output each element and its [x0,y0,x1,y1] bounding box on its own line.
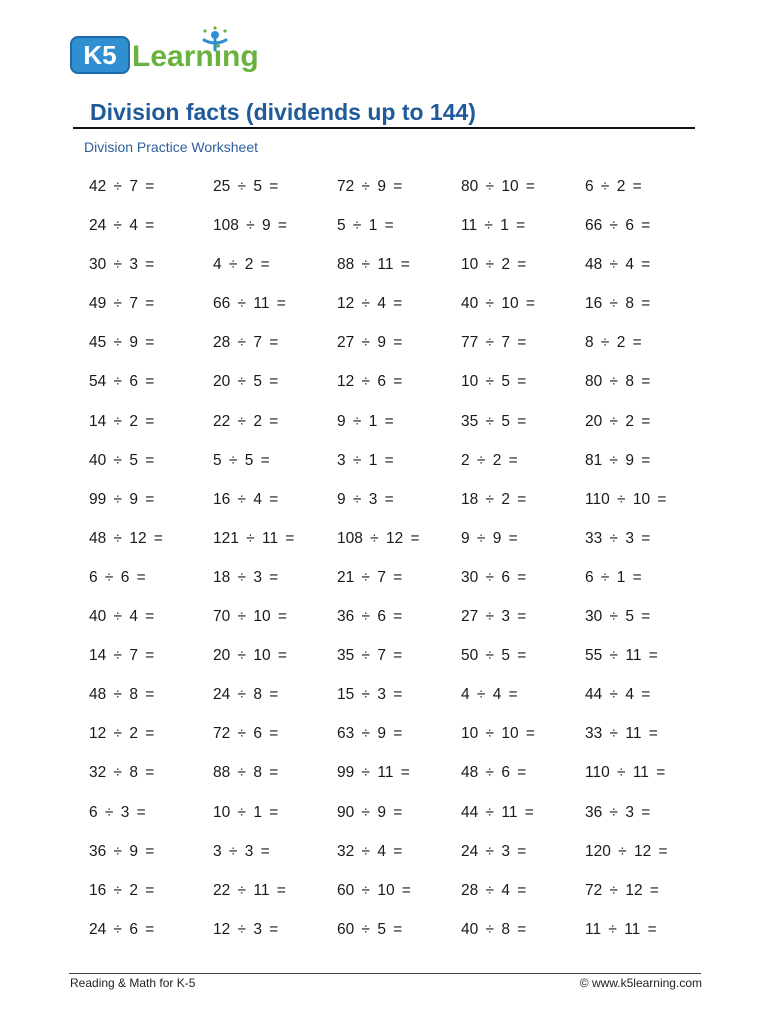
k5-learning-logo [70,26,270,82]
division-problem: 55 ÷ 11 = [585,647,658,665]
division-problem: 108 ÷ 12 = [337,529,420,547]
division-problem: 110 ÷ 11 = [585,764,666,782]
division-problem: 70 ÷ 10 = [213,608,287,626]
division-problem: 6 ÷ 6 = [89,568,146,586]
division-problem: 36 ÷ 3 = [585,803,651,821]
division-problem: 3 ÷ 1 = [337,451,394,469]
division-problem: 30 ÷ 6 = [461,568,527,586]
division-problem: 42 ÷ 7 = [89,178,155,195]
division-problem: 24 ÷ 4 = [89,217,155,235]
division-problem: 6 ÷ 1 = [585,568,642,586]
division-problem: 25 ÷ 5 = [213,178,279,195]
division-problem: 11 ÷ 1 = [461,217,526,235]
division-problem: 33 ÷ 3 = [585,529,651,547]
problem-grid [89,176,705,958]
division-problem: 44 ÷ 4 = [585,686,651,704]
division-problem: 35 ÷ 5 = [461,412,527,430]
division-problem: 16 ÷ 8 = [585,295,651,313]
division-problem: 3 ÷ 3 = [213,842,270,860]
division-problem: 8 ÷ 2 = [585,334,642,352]
division-problem: 121 ÷ 11 = [213,529,295,547]
page-title: Division facts (dividends up to 144) [90,99,476,125]
division-problem: 9 ÷ 9 = [461,529,518,547]
division-problem: 11 ÷ 11 = [585,920,657,938]
division-problem: 9 ÷ 3 = [337,490,394,508]
division-problem: 28 ÷ 4 = [461,881,527,899]
division-problem: 99 ÷ 9 = [89,490,155,508]
division-problem: 40 ÷ 5 = [89,451,155,469]
division-problem: 2 ÷ 2 = [461,451,518,469]
division-problem: 16 ÷ 2 = [89,881,155,899]
division-problem: 45 ÷ 9 = [89,334,155,352]
division-problem: 10 ÷ 2 = [461,256,527,274]
division-problem: 14 ÷ 2 = [89,412,155,430]
footer-divider [69,973,701,974]
division-problem: 18 ÷ 2 = [461,490,527,508]
division-problem: 22 ÷ 2 = [213,412,279,430]
division-problem: 6 ÷ 3 = [89,803,146,821]
logo-mark: K5 [83,40,117,70]
division-problem: 66 ÷ 6 = [585,217,651,235]
division-problem: 48 ÷ 4 = [585,256,651,274]
division-problem: 24 ÷ 3 = [461,842,527,860]
division-problem: 18 ÷ 3 = [213,568,279,586]
division-problem: 21 ÷ 7 = [337,568,403,586]
division-problem: 40 ÷ 10 = [461,295,535,313]
division-problem: 80 ÷ 8 = [585,373,651,391]
division-problem: 50 ÷ 5 = [461,647,527,665]
division-problem: 48 ÷ 8 = [89,686,155,704]
logo-figure-icon [198,26,232,60]
division-problem: 16 ÷ 4 = [213,490,279,508]
division-problem: 12 ÷ 3 = [213,920,279,938]
division-problem: 36 ÷ 9 = [89,842,155,860]
division-problem: 99 ÷ 11 = [337,764,410,782]
division-problem: 12 ÷ 2 = [89,725,155,743]
division-problem: 32 ÷ 8 = [89,764,155,782]
division-problem: 5 ÷ 1 = [337,217,394,235]
division-problem: 14 ÷ 7 = [89,647,155,665]
division-problem: 22 ÷ 11 = [213,881,286,899]
division-problem: 4 ÷ 2 = [213,256,270,274]
division-problem: 81 ÷ 9 = [585,451,651,469]
division-problem: 10 ÷ 5 = [461,373,527,391]
division-problem: 40 ÷ 8 = [461,920,527,938]
division-problem: 20 ÷ 5 = [213,373,279,391]
division-problem: 48 ÷ 6 = [461,764,527,782]
division-problem: 12 ÷ 6 = [337,373,403,391]
division-problem: 33 ÷ 11 = [585,725,658,743]
division-problem: 5 ÷ 5 = [213,451,270,469]
division-problem: 90 ÷ 9 = [337,803,403,821]
division-problem: 28 ÷ 7 = [213,334,279,352]
division-problem: 20 ÷ 10 = [213,647,287,665]
division-problem: 72 ÷ 6 = [213,725,279,743]
division-problem: 10 ÷ 10 = [461,725,535,743]
division-problem: 27 ÷ 3 = [461,608,527,626]
division-problem: 49 ÷ 7 = [89,295,155,313]
division-problem: 77 ÷ 7 = [461,334,527,352]
division-problem: 20 ÷ 2 = [585,412,651,430]
division-problem: 66 ÷ 11 = [213,295,286,313]
title-divider [73,127,695,129]
division-problem: 40 ÷ 4 = [89,608,155,626]
division-problem: 88 ÷ 11 = [337,256,410,274]
division-problem: 36 ÷ 6 = [337,608,403,626]
division-problem: 88 ÷ 8 = [213,764,279,782]
division-problem: 12 ÷ 4 = [337,295,403,313]
footer-website: © www.k5learning.com [579,976,702,990]
division-problem: 30 ÷ 5 = [585,608,651,626]
page-subtitle: Division Practice Worksheet [84,139,259,155]
division-problem: 44 ÷ 11 = [461,803,534,821]
division-problem: 32 ÷ 4 = [337,842,403,860]
division-problem: 72 ÷ 9 = [337,178,403,195]
division-problem: 10 ÷ 1 = [213,803,279,821]
division-problem: 60 ÷ 10 = [337,881,411,899]
division-problem: 24 ÷ 6 = [89,920,155,938]
division-problem: 72 ÷ 12 = [585,881,659,899]
logo-wordmark: Learning [132,40,259,73]
division-problem: 54 ÷ 6 = [89,373,155,391]
division-problem: 80 ÷ 10 = [461,178,535,195]
division-problem: 6 ÷ 2 = [585,178,642,195]
division-problem: 120 ÷ 12 = [585,842,668,860]
division-problem: 4 ÷ 4 = [461,686,518,704]
division-problem: 63 ÷ 9 = [337,725,403,743]
division-problem: 60 ÷ 5 = [337,920,403,938]
division-problem: 9 ÷ 1 = [337,412,394,430]
division-problem: 24 ÷ 8 = [213,686,279,704]
division-problem: 108 ÷ 9 = [213,217,287,235]
division-problem: 48 ÷ 12 = [89,529,163,547]
division-problem: 110 ÷ 10 = [585,490,667,508]
division-problem: 35 ÷ 7 = [337,647,403,665]
division-problem: 15 ÷ 3 = [337,686,403,704]
division-problem: 30 ÷ 3 = [89,256,155,274]
footer-tagline: Reading & Math for K-5 [70,976,196,990]
division-problem: 27 ÷ 9 = [337,334,403,352]
